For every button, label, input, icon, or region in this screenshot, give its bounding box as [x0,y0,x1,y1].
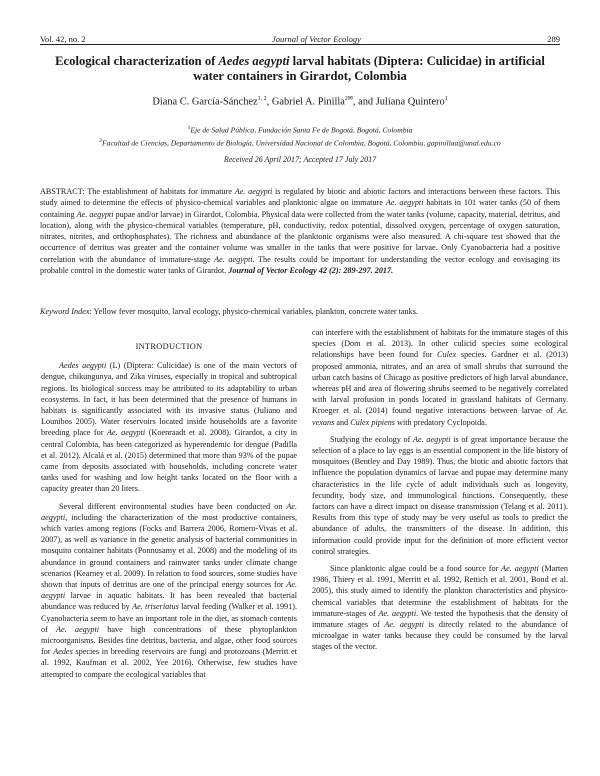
abstract: ABSTRACT: The establishment of habitats for immature Ae. aegypti is regulated by biotic and abiotic factors and interactions between these factors. This study aimed to determine the effects of physico-chemical variables and planktonic algae on immature Ae. aegypti habitats in 101 water tanks (50 of them containing Ae. aegypti pupae and/or larvae) in Girardot, Colombia. Physical data were collected from the water tanks (volume, capacity, material, detritus, and location), along with the physico-chemical variables (temperature, pH, conductivity, redox potential, dissolved oxygen, percentage of oxygen saturation, nitrates, nitrites, and orthophosphates). The richness and abundance of the planktonic organisms were also measured. A chi-square test showed that the occurrence of detritus was greater and the container volume was smaller in the tanks that were positive for larvae. Only Cyanobacteria had a positive correlation with the abundance of immature-stage Ae. aegypti. The results could be important for understanding the vector ecology and envisaging its probable control in the domestic water tanks of Girardot. Journal of Vector Ecology 42 (2): 289-297. 2017. [40,187,561,276]
paragraph-4: Studying the ecology of Ae. aegypti is of great importance because the selection of a place to lay eggs is an essential component in the life history of mosquitoes (Bentley and Day 1989). Thus, the biotic and abiotic factors that influence the population dynamics of larvae and pupae may determine many characteristics in the life cycle of adult individuals such as longevity, fecundity, body size, and immunological functions. Consequently, these factors can have a direct impact on disease transmission (Telang et al. 2011). Results from this type of study may be very useful as tools to predict the abundance of adults, the transmitters of the disease. In addition, this information could provide input for the definition of more efficient vector control strategies. [312,434,568,556]
left-column [41,341,297,680]
author-list: Diana C. García-Sánchez$^{1, 2}$, Gabriel A. Pinilla$^{2✉}$, and Juliana Quintero$^1$ [152,96,448,108]
running-header [40,30,560,44]
abstract-label: ABSTRACT: [40,187,88,196]
journal-name: Journal of Vector Ecology [271,34,361,44]
keyword-label: Keyword Index [40,307,90,316]
received-accepted-dates: Received 26 April 2017; Accepted 17 July 2017 [223,155,377,164]
journal-citation: Journal of Vector Ecology 42 (2): 289-297. 2017. [228,266,394,276]
affiliation-2: $^2$Facultad de Ciencias, Departamento de Biología, Universidad Nacional de Colombia, Bogotá, Colombia, gapinillaa@unal.edu.co [99,137,501,148]
section-heading-introduction: INTRODUCTION [135,342,203,351]
author-3: Juliana Quintero [375,96,445,108]
author-2: Gabriel A. Pinilla [271,96,345,108]
keyword-index: Keyword Index: Yellow fever mosquito, larval ecology, physico-chemical variables, plankton, concrete water tanks. [40,307,418,316]
header-rule [40,44,560,45]
page-number: 289 [547,34,560,44]
author-1: Diana C. García-Sánchez [152,96,258,108]
article-title: Ecological characterization of Aedes aegypti larval habitats (Diptera: Culicidae) in artificial water containers in Girardot, Colombia [55,54,545,83]
right-column [312,327,568,653]
paragraph-2: Several different environmental studies have been conducted on Ae. aegypti, including the characterization of the most productive containers, which varies among regions (Focks and Barrera 2006, Romero-Vivas et al. 2007), as well as variance in the genetic analysis of bacterial communities in mosquito container habitats (Ponnusamy et al. 2008) and the modeling of its abundance in ground containers and rainwater tanks under climate change scenarios (Kearney et al. 2009). In relation to food sources, some studies have shown that inputs of detritus are one of the principal energy sources for Ae. aegypti larvae in aquatic habitats. It has been revealed that bacterial abundance was reduced by Ae. triseriatus larval feeding (Walker et al. 1991). Cyanobacteria seem to have an important role in the diet, as stomach contents of Ae. aegypti have high concentrations of these phytoplankton microorganisms. Besides fine detritus, bacteria, and algae, other food sources for Aedes species in breeding reservoirs are fungi and protozoans (Merritt et al. 1992, Kaufman et al. 2002, Yee 2016). Otherwise, few studies have attempted to compare the ecological variables that [41,501,298,679]
paragraph-1: Aedes aegypti (L) (Diptera: Culicidae) is one of the main vectors of dengue, chikungunya, and Zika viruses, especially in tropical and subtropical regions. Its biological success may be attributed to its adaptability to urban ecosystems. In fact, it has been determined that the presence of humans in habitats is significantly associated with its invasive status (Juliano and Lounibos 2005). Water reservoirs located inside households are a favorite breeding place for Ae. aegypti (Koenraadt et al. 2008). Girardot, a city in central Colombia, has been categorized as hyperendemic for dengue (Padilla et al. 2012). Alcalá et al. (2015) determined that more than 93% of the pupae came from deposits associated with households, including concrete water tanks used for washing and low height tanks located on the floor with a capacity greater than 20 liters. [41,361,298,494]
paragraph-5: Since planktonic algae could be a food source for Ae. aegypti (Marten 1986, Thiery et al. 1991, Merritt et al. 1992, Rettich et al. 2001, Bond et al. 2005), this study aimed to identify the plankton characteristics and physico-chemical variables that determine the establishment of habitats for the immature-stages of Ae. aegypti. We tested the hypothesis that the density of immature stages of Ae. aegypti is directly related to the abundance of microalgae in water tanks because they could be consumed by the larval stages of the vector. [312,564,569,652]
paragraph-3: can interfere with the establishment of habitats for the immature stages of this species (Dom et al. 2013). In other culicid species some ecological relationships have been found for Culex species. Gardner et al. (2013) proposed ammonia, nitrates, and an area of small shrubs that surround the urban catch basins of Chicago as positive predictors of high larval abundance, whereas pH and area of flowering shrubs seemed to be negatively correlated with larval profusion in ponds located in grassland habitats of Germany. Kroeger et al. (2014) found negative interactions between larvae of Ae. vexans and Culex pipiens with predatory Cyclopoida. [312,328,568,427]
affiliations [40,123,560,148]
affiliation-1: $^1$Eje de Salud Pública, Fundación Santa Fe de Bogotá, Bogotá, Colombia [187,125,413,135]
volume-issue: Vol. 42, no. 2 [40,34,86,44]
